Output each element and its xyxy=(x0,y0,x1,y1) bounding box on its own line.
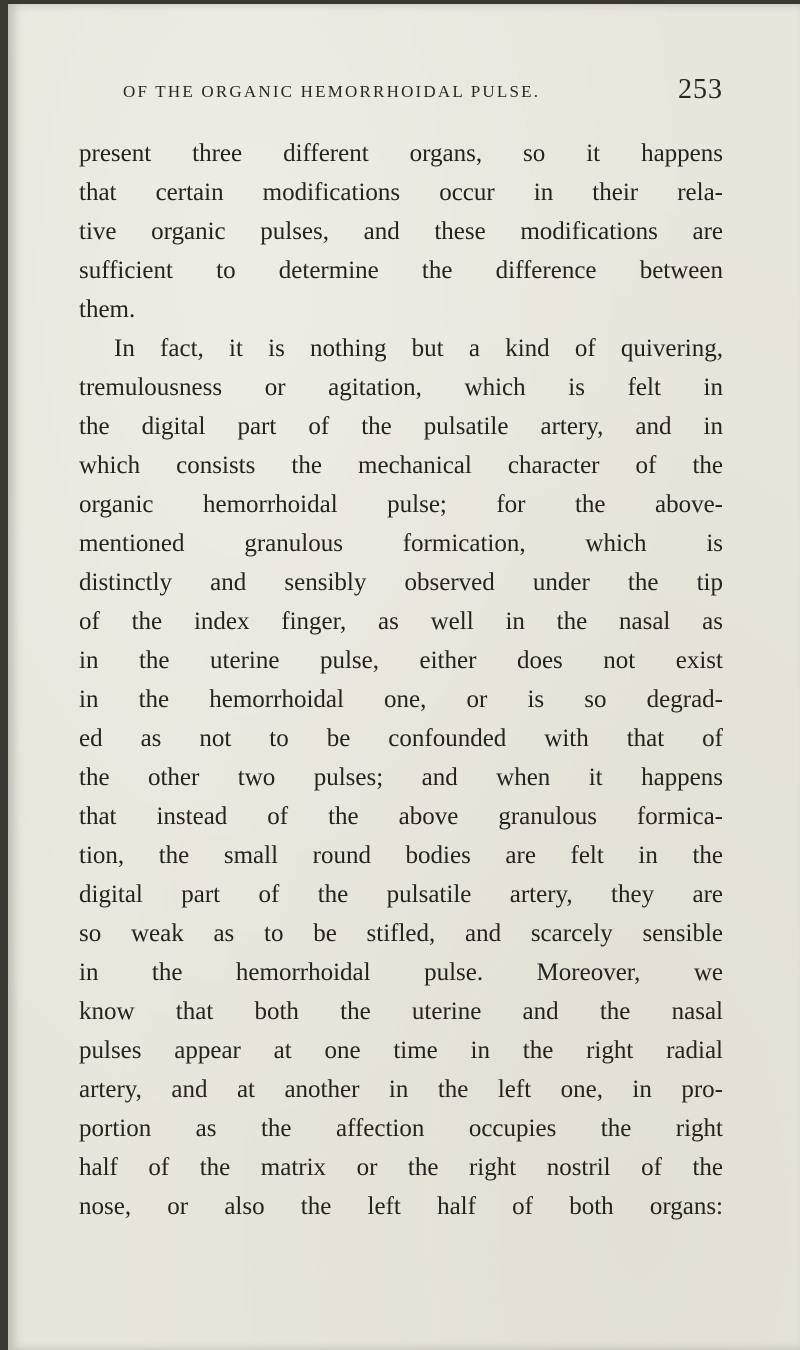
text-line: artery, and at another in the left one, in pro- xyxy=(79,1076,723,1103)
text-line: digital part of the pulsatile artery, they are xyxy=(79,881,723,908)
text-line: nose, or also the left half of both organs: xyxy=(79,1193,723,1220)
text-line: tremulousness or agitation, which is felt in xyxy=(79,374,723,401)
book-page xyxy=(8,4,800,1350)
body-text xyxy=(79,134,723,1226)
text-line: organic hemorrhoidal pulse; for the above- xyxy=(79,491,723,518)
text-line: that certain modifications occur in their rela- xyxy=(79,179,723,206)
page-number: 253 xyxy=(678,74,723,105)
text-line: that instead of the above granulous formica- xyxy=(79,803,723,830)
text-line: in the hemorrhoidal pulse. Moreover, we xyxy=(79,959,723,986)
text-line: half of the matrix or the right nostril of the xyxy=(79,1154,723,1181)
text-line: distinctly and sensibly observed under the tip xyxy=(79,569,723,596)
text-line: so weak as to be stifled, and scarcely sensible xyxy=(79,920,723,947)
text-line: In fact, it is nothing but a kind of quivering, xyxy=(114,335,723,362)
text-line: portion as the affection occupies the right xyxy=(79,1115,723,1142)
text-line: in the hemorrhoidal one, or is so degrad- xyxy=(79,686,723,713)
paragraph xyxy=(79,134,723,329)
text-line: the digital part of the pulsatile artery, and in xyxy=(79,413,723,440)
text-line: which consists the mechanical character of the xyxy=(79,452,723,479)
running-title: OF THE ORGANIC HEMORRHOIDAL PULSE. xyxy=(123,82,541,101)
text-line: the other two pulses; and when it happens xyxy=(79,764,723,791)
text-line: in the uterine pulse, either does not exist xyxy=(79,647,723,674)
text-line: of the index finger, as well in the nasal as xyxy=(79,608,723,635)
text-line: sufficient to determine the difference between xyxy=(79,257,723,284)
text-line: present three different organs, so it happens xyxy=(79,140,723,167)
running-head xyxy=(78,66,723,116)
text-line: tion, the small round bodies are felt in the xyxy=(79,842,723,869)
text-line: pulses appear at one time in the right radial xyxy=(79,1037,723,1064)
text-line: ed as not to be confounded with that of xyxy=(79,725,723,752)
text-line: mentioned granulous formication, which is xyxy=(79,530,723,557)
paragraph xyxy=(79,329,723,1226)
text-line: know that both the uterine and the nasal xyxy=(79,998,723,1025)
text-line: tive organic pulses, and these modifications are xyxy=(79,218,723,245)
text-line: them. xyxy=(79,296,136,323)
